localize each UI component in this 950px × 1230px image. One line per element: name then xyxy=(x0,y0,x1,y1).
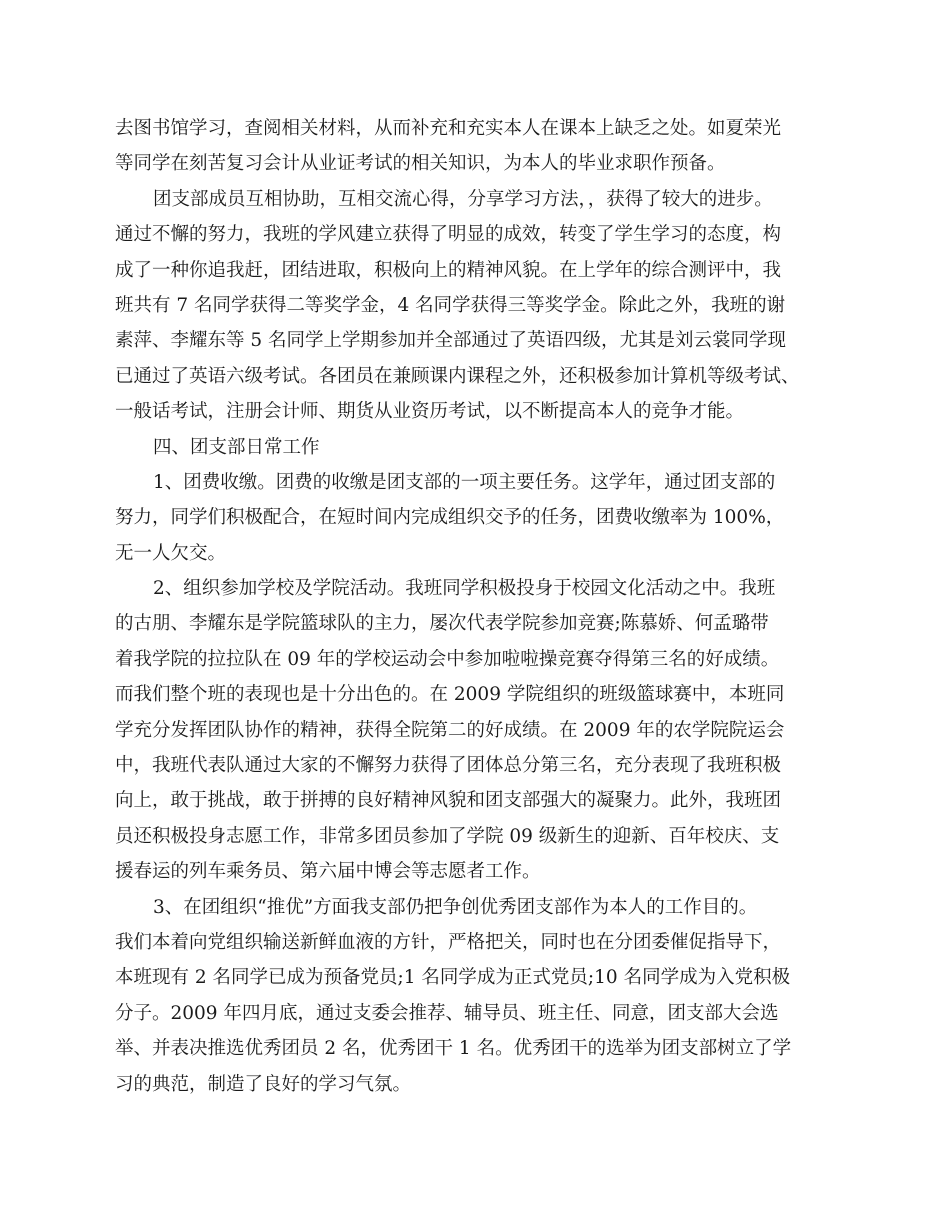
text-line: 本班现有 2 名同学已成为预备党员;1 名同学成为正式党员;10 名同学成为入党积极 xyxy=(115,967,791,989)
text-line: 3、在团组织“推优”方面我支部仍把争创优秀团支部作为本人的工作目的。 xyxy=(153,896,758,918)
text-line: 一般话考试，注册会计师、期货从业资历考试，以不断提高本人的竞争才能。 xyxy=(115,401,745,423)
text-line: 学充分发挥团队协作的精神，获得全院第二的好成绩。在 2009 年的农学院院运会 xyxy=(115,719,785,741)
text-line: 四、团支部日常工作 xyxy=(153,436,320,458)
text-line: 成了一种你追我赶，团结进取，积极向上的精神风貌。在上学年的综合测评中，我 xyxy=(115,259,782,281)
text-line: 援春运的列车乘务员、第六届中博会等志愿者工作。 xyxy=(115,861,541,883)
text-line: 举、并表决推选优秀团员 2 名，优秀团干 1 名。优秀团干的选举为团支部树立了学 xyxy=(115,1038,792,1060)
text-line: 而我们整个班的表现也是十分出色的。在 2009 学院组织的班级篮球赛中，本班同 xyxy=(115,684,785,706)
text-line: 努力，同学们积极配合，在短时间内完成组织交予的任务，团费收缴率为 100%， xyxy=(115,507,785,529)
text-line: 无一人欠交。 xyxy=(115,542,227,564)
text-line: 向上，敢于挑战，敢于拼搏的良好精神风貌和团支部强大的凝聚力。此外，我班团 xyxy=(115,790,782,812)
text-line: 1、团费收缴。团费的收缴是团支部的一项主要任务。这学年，通过团支部的 xyxy=(153,471,776,493)
text-line: 已通过了英语六级考试。各团员在兼顾课内课程之外，还积极参加计算机等级考试、 xyxy=(115,365,800,387)
text-line: 员还积极投身志愿工作，非常多团员参加了学院 09 级新生的迎新、百年校庆、支 xyxy=(115,825,780,847)
text-line: 2、组织参加学校及学院活动。我班同学积极投身于校园文化活动之中。我班 xyxy=(153,578,776,600)
text-line: 习的典范，制造了良好的学习气氛。 xyxy=(115,1073,412,1095)
text-line: 班共有 7 名同学获得二等奖学金，4 名同学获得三等奖学金。除此之外，我班的谢 xyxy=(115,294,786,316)
text-line: 等同学在刻苦复习会计从业证考试的相关知识，为本人的毕业求职作预备。 xyxy=(115,153,726,175)
text-line: 团支部成员互相协助，互相交流心得，分享学习方法，，获得了较大的进步。 xyxy=(153,188,773,210)
text-line: 素萍、李耀东等 5 名同学上学期参加并全部通过了英语四级，尤其是刘云裳同学现 xyxy=(115,330,787,352)
text-line: 去图书馆学习，查阅相关材料，从而补充和充实本人在课本上缺乏之处。如夏荣光 xyxy=(115,118,782,139)
document-body xyxy=(115,111,835,1102)
text-line: 中，我班代表队通过大家的不懈努力获得了团体总分第三名，充分表现了我班积极 xyxy=(115,755,782,777)
text-line: 着我学院的拉拉队在 09 年的学校运动会中参加啦啦操竞赛夺得第三名的好成绩。 xyxy=(115,648,780,670)
text-line: 分子。2009 年四月底，通过支委会推荐、辅导员、班主任、同意，团支部大会选 xyxy=(115,1002,779,1024)
text-line: 的古朋、李耀东是学院篮球队的主力，屡次代表学院参加竞赛;陈慕娇、何孟璐带 xyxy=(115,613,769,635)
text-line: 我们本着向党组织输送新鲜血液的方针，严格把关，同时也在分团委催促指导下， xyxy=(115,931,782,953)
text-line: 通过不懈的努力，我班的学风建立获得了明显的成效，转变了学生学习的态度，构 xyxy=(115,224,782,246)
